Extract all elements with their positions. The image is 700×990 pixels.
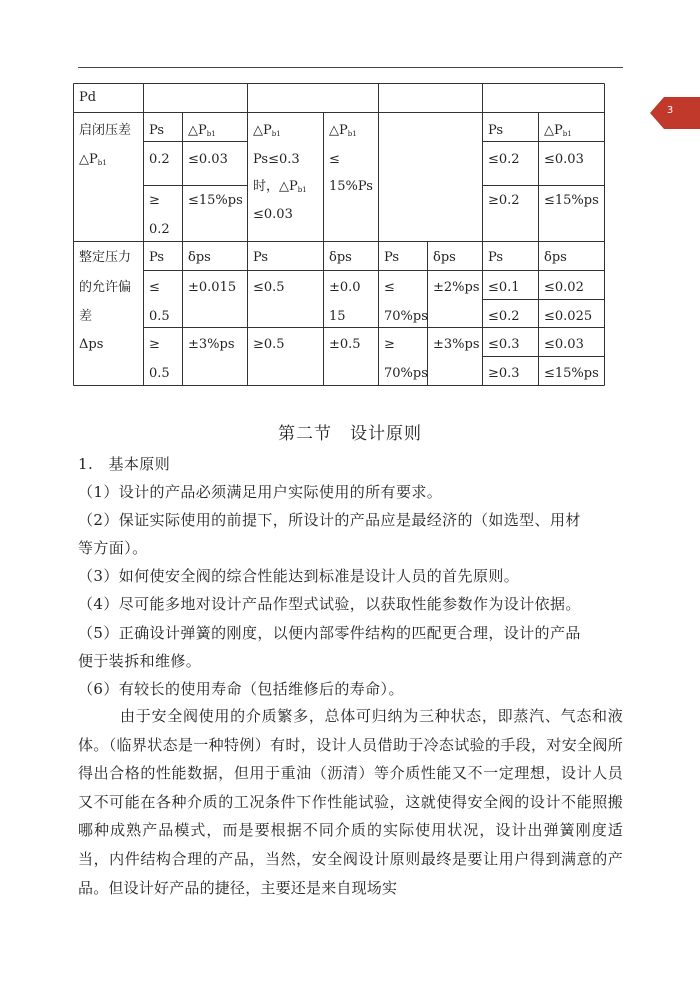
close-header-dp-f: $\triangle P_{b1}$ [544, 123, 572, 138]
set-header-dps-b: δps [329, 250, 352, 265]
set-r1-f-b-ps: ≤0.2 [488, 309, 520, 324]
set-r2-ps-d-line1: ≥ [384, 337, 395, 352]
close-diff-label-line2: $\triangle P_{b1}$ [79, 152, 107, 167]
set-header-ps-b: Ps [253, 250, 269, 265]
set-r2-dps-b: ±0.5 [329, 337, 361, 352]
set-r1-f-a-ps: ≤0.1 [488, 280, 520, 295]
set-r1-dps-b-line2: 15 [329, 309, 346, 324]
close-r2-dp-f: ≤15%ps [544, 193, 599, 208]
set-r2-dps-d: ±3%ps [433, 337, 480, 352]
set-r2-ps-b: ≥0.5 [253, 337, 285, 352]
principle-item-5-cont: 便于装拆和维修。 [78, 652, 202, 670]
set-r1-dps-d: ±2%ps [433, 280, 480, 295]
set-pressure-label-line1: 整定压力 [79, 250, 132, 265]
close-r1-ps: 0.2 [149, 152, 170, 167]
close-merged-c-line1: ≤ [329, 152, 340, 167]
principle-item-2: （2）保证实际使用的前提下，所设计的产品应是最经济的（如选型、用材 [78, 511, 581, 529]
set-r1-ps-d-line2: 70%ps [384, 309, 428, 324]
close-r2-ps-f: ≥0.2 [488, 193, 520, 208]
set-r2-f-a-ps: ≤0.3 [488, 337, 520, 352]
section-heading: 1. 基本原则 [78, 455, 171, 473]
close-r1-dp-f: ≤0.03 [544, 152, 584, 167]
close-header-ps-f: Ps [488, 123, 504, 138]
set-r2-ps-a-line1: ≥ [149, 337, 160, 352]
set-header-ps-f: Ps [488, 250, 504, 265]
set-pressure-label-line4: Δps [79, 337, 104, 352]
close-header-dp-c: $\triangle P_{b1}$ [329, 123, 357, 138]
close-merged-b-line2: 时，$\triangle P_{b1}$ [253, 179, 307, 194]
set-r1-dps-b-line1: ±0.0 [329, 280, 361, 295]
set-r1-ps-a-line1: ≤ [149, 280, 160, 295]
set-header-ps-a: Ps [149, 250, 165, 265]
set-header-ps-d: Ps [384, 250, 400, 265]
close-header-ps-a: Ps [149, 123, 165, 138]
pd-label: Pd [79, 90, 97, 105]
close-r2-ps-line1: ≥ [149, 193, 160, 208]
principle-item-4: （4）尽可能多地对设计产品作型式试验，以获取性能参数作为设计依据。 [78, 595, 581, 613]
body-paragraph: 由于安全阀使用的介质繁多，总体可归纳为三种状态，即蒸汽、气态和液体。（临界状态是一种特例）有时，设计人员借助于冷态试验的手段，对安全阀所得出合格的性能数据，但用于重油（沥清）等介质性能又不一定理想，设计人员又不可能在各种介质的工况条件下作性能试验，这就使得安全阀的设计不能照搬哪种成熟产品模式，而是要根据不同介质的实际使用状况，设计出弹簧刚度适当，内件结构合理的产品，当然，安全阀设计原则最终是要让用户得到满意的产品。但设计好产品的捷径，主要还是来自现场实 [78, 707, 623, 897]
close-merged-c-line2: 15%Ps [329, 179, 373, 194]
principle-item-3: （3）如何使安全阀的综合性能达到标准是设计人员的首先原则。 [78, 567, 520, 585]
principle-item-1: （1）设计的产品必须满足用户实际使用的所有要求。 [78, 483, 443, 501]
close-r2-dp: ≤15%ps [188, 193, 243, 208]
set-r2-f-b-ps: ≥0.3 [488, 366, 520, 381]
set-r2-ps-a-line2: 0.5 [149, 366, 170, 381]
specification-table [73, 83, 605, 386]
header-rule [78, 67, 623, 68]
close-r2-ps-line2: 0.2 [149, 222, 170, 237]
set-r2-f-b-dps: ≤15%ps [544, 366, 599, 381]
close-header-dp-b: $\triangle P_{b1}$ [253, 123, 281, 138]
set-r1-ps-b: ≤0.5 [253, 280, 285, 295]
principle-item-5: （5）正确设计弹簧的刚度，以便内部零件结构的匹配更合理，设计的产品 [78, 624, 581, 642]
close-merged-b-line1: Ps≤0.3 [253, 152, 300, 167]
close-diff-label-line1: 启闭压差 [79, 123, 132, 138]
close-header-dp-a: $\triangle P_{b1}$ [188, 123, 216, 138]
principle-item-6: （6）有较长的使用寿命（包括维修后的寿命）。 [78, 680, 404, 698]
principle-item-2-cont: 等方面）。 [78, 539, 148, 557]
close-r1-ps-f: ≤0.2 [488, 152, 520, 167]
set-pressure-label-line3: 差 [79, 309, 93, 324]
set-r1-dps-a: ±0.015 [188, 280, 237, 295]
set-header-dps-a: δps [188, 250, 211, 265]
close-merged-b-line3: ≤0.03 [253, 207, 293, 222]
set-r2-f-a-dps: ≤0.03 [544, 337, 584, 352]
set-header-dps-d: δps [433, 250, 456, 265]
set-r1-ps-d-line1: ≤ [384, 280, 395, 295]
set-r2-dps-a: ±3%ps [188, 337, 235, 352]
close-r1-dp: ≤0.03 [188, 152, 228, 167]
page-number: 3 [666, 105, 674, 116]
page-number-tab [650, 97, 700, 129]
set-header-dps-f: δps [544, 250, 567, 265]
set-r1-ps-a-line2: 0.5 [149, 309, 170, 324]
set-r2-ps-d-line2: 70%ps [384, 366, 428, 381]
set-r1-f-a-dps: ≤0.02 [544, 280, 584, 295]
set-r1-f-b-dps: ≤0.025 [544, 309, 593, 324]
section-title: 第二节 设计原则 [278, 424, 422, 444]
set-pressure-label-line2: 的允许偏 [79, 280, 132, 295]
